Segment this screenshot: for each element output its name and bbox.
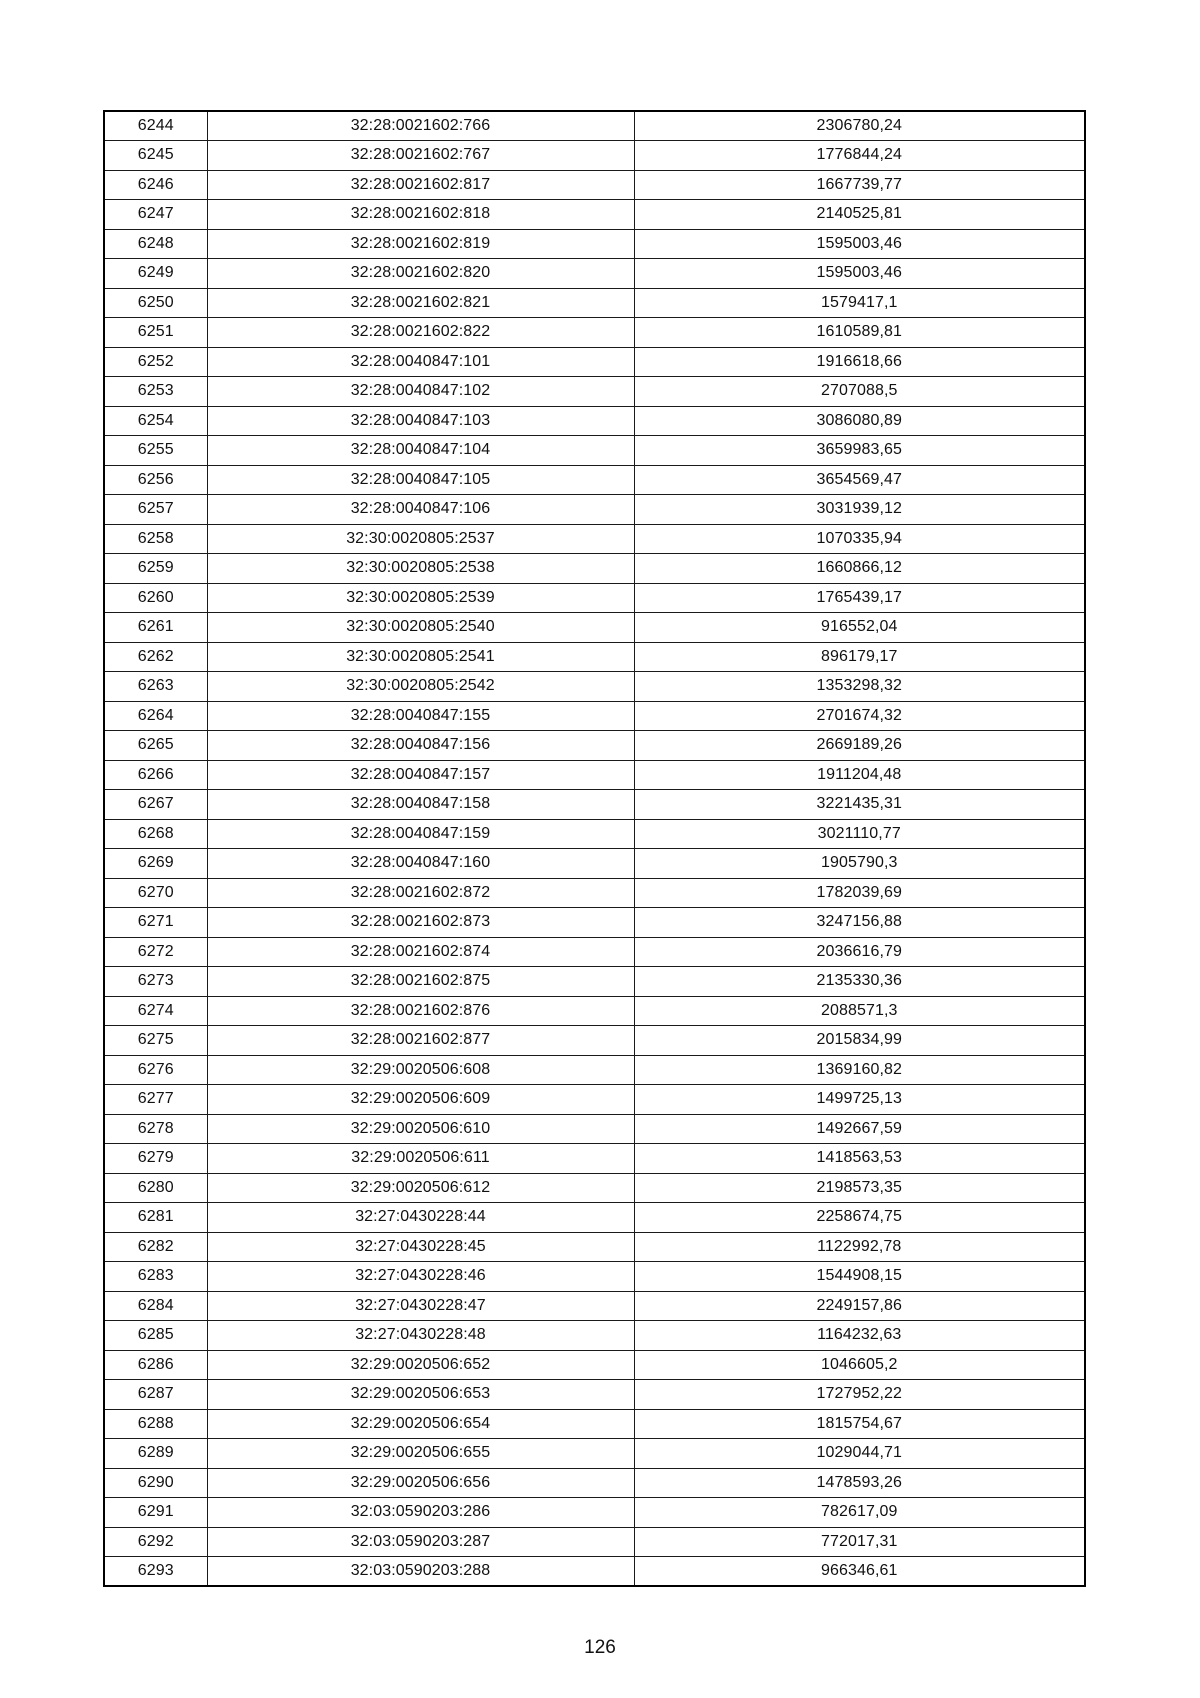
value-cell: 1353298,32 — [634, 672, 1085, 702]
page-number: 126 — [584, 1637, 616, 1658]
value-cell: 2669189,26 — [634, 731, 1085, 761]
cadastral-number-cell: 32:28:0040847:105 — [207, 465, 634, 495]
row-number-cell: 6274 — [104, 996, 207, 1026]
value-cell: 1782039,69 — [634, 878, 1085, 908]
value-cell: 1660866,12 — [634, 554, 1085, 584]
row-number-cell: 6266 — [104, 760, 207, 790]
row-number-cell: 6256 — [104, 465, 207, 495]
row-number-cell: 6272 — [104, 937, 207, 967]
table-row — [104, 465, 1085, 495]
cadastral-number-cell: 32:28:0021602:821 — [207, 288, 634, 318]
cadastral-number-cell: 32:28:0040847:102 — [207, 377, 634, 407]
table-row — [104, 1409, 1085, 1439]
cadastral-number-cell: 32:03:0590203:288 — [207, 1557, 634, 1587]
cadastral-number-cell: 32:28:0040847:106 — [207, 495, 634, 525]
table-row — [104, 229, 1085, 259]
table-row — [104, 1114, 1085, 1144]
value-cell: 1916618,66 — [634, 347, 1085, 377]
row-number-cell: 6265 — [104, 731, 207, 761]
row-number-cell: 6257 — [104, 495, 207, 525]
value-cell: 966346,61 — [634, 1557, 1085, 1587]
row-number-cell: 6263 — [104, 672, 207, 702]
value-cell: 1610589,81 — [634, 318, 1085, 348]
table-row — [104, 908, 1085, 938]
table-row — [104, 141, 1085, 171]
value-cell: 1911204,48 — [634, 760, 1085, 790]
value-cell: 3654569,47 — [634, 465, 1085, 495]
row-number-cell: 6255 — [104, 436, 207, 466]
table-row — [104, 613, 1085, 643]
row-number-cell: 6291 — [104, 1498, 207, 1528]
cadastral-number-cell: 32:28:0040847:156 — [207, 731, 634, 761]
row-number-cell: 6278 — [104, 1114, 207, 1144]
value-cell: 2258674,75 — [634, 1203, 1085, 1233]
cadastral-number-cell: 32:29:0020506:654 — [207, 1409, 634, 1439]
row-number-cell: 6267 — [104, 790, 207, 820]
row-number-cell: 6249 — [104, 259, 207, 289]
value-cell: 1499725,13 — [634, 1085, 1085, 1115]
row-number-cell: 6270 — [104, 878, 207, 908]
value-cell: 782617,09 — [634, 1498, 1085, 1528]
value-cell: 2249157,86 — [634, 1291, 1085, 1321]
value-cell: 2707088,5 — [634, 377, 1085, 407]
row-number-cell: 6261 — [104, 613, 207, 643]
value-cell: 3086080,89 — [634, 406, 1085, 436]
table-row — [104, 1439, 1085, 1469]
cadastral-number-cell: 32:28:0021602:819 — [207, 229, 634, 259]
table-row — [104, 1262, 1085, 1292]
table-row — [104, 731, 1085, 761]
value-cell: 3021110,77 — [634, 819, 1085, 849]
cadastral-number-cell: 32:28:0021602:817 — [207, 170, 634, 200]
table-row — [104, 554, 1085, 584]
row-number-cell: 6284 — [104, 1291, 207, 1321]
cadastral-number-cell: 32:28:0021602:873 — [207, 908, 634, 938]
row-number-cell: 6279 — [104, 1144, 207, 1174]
cadastral-number-cell: 32:28:0021602:822 — [207, 318, 634, 348]
row-number-cell: 6269 — [104, 849, 207, 879]
cadastral-number-cell: 32:28:0021602:818 — [207, 200, 634, 230]
value-cell: 1595003,46 — [634, 229, 1085, 259]
row-number-cell: 6259 — [104, 554, 207, 584]
table-row — [104, 1085, 1085, 1115]
cadastral-number-cell: 32:29:0020506:653 — [207, 1380, 634, 1410]
value-cell: 1046605,2 — [634, 1350, 1085, 1380]
table-row — [104, 819, 1085, 849]
row-number-cell: 6258 — [104, 524, 207, 554]
table-row — [104, 878, 1085, 908]
row-number-cell: 6287 — [104, 1380, 207, 1410]
row-number-cell: 6280 — [104, 1173, 207, 1203]
cadastral-number-cell: 32:28:0040847:101 — [207, 347, 634, 377]
value-cell: 1029044,71 — [634, 1439, 1085, 1469]
value-cell: 2306780,24 — [634, 111, 1085, 141]
table-row — [104, 1144, 1085, 1174]
value-cell: 2135330,36 — [634, 967, 1085, 997]
row-number-cell: 6275 — [104, 1026, 207, 1056]
table-row — [104, 1055, 1085, 1085]
row-number-cell: 6271 — [104, 908, 207, 938]
cadastral-number-cell: 32:03:0590203:286 — [207, 1498, 634, 1528]
cadastral-number-cell: 32:28:0040847:155 — [207, 701, 634, 731]
value-cell: 1579417,1 — [634, 288, 1085, 318]
table-row — [104, 259, 1085, 289]
cadastral-number-cell: 32:30:0020805:2541 — [207, 642, 634, 672]
value-cell: 1765439,17 — [634, 583, 1085, 613]
row-number-cell: 6292 — [104, 1527, 207, 1557]
table-row — [104, 495, 1085, 525]
table-row — [104, 1291, 1085, 1321]
row-number-cell: 6276 — [104, 1055, 207, 1085]
table-row — [104, 436, 1085, 466]
cadastral-number-cell: 32:30:0020805:2538 — [207, 554, 634, 584]
table-row — [104, 672, 1085, 702]
table-row — [104, 996, 1085, 1026]
value-cell: 2088571,3 — [634, 996, 1085, 1026]
cadastral-number-cell: 32:28:0040847:103 — [207, 406, 634, 436]
row-number-cell: 6273 — [104, 967, 207, 997]
cadastral-number-cell: 32:27:0430228:47 — [207, 1291, 634, 1321]
value-cell: 3221435,31 — [634, 790, 1085, 820]
cadastral-number-cell: 32:28:0040847:158 — [207, 790, 634, 820]
row-number-cell: 6244 — [104, 111, 207, 141]
cadastral-number-cell: 32:28:0040847:160 — [207, 849, 634, 879]
value-cell: 1492667,59 — [634, 1114, 1085, 1144]
table-row — [104, 318, 1085, 348]
cadastral-number-cell: 32:29:0020506:609 — [207, 1085, 634, 1115]
table-row — [104, 1321, 1085, 1351]
value-cell: 2140525,81 — [634, 200, 1085, 230]
cadastral-number-cell: 32:28:0040847:159 — [207, 819, 634, 849]
cadastral-number-cell: 32:29:0020506:611 — [207, 1144, 634, 1174]
table-row — [104, 288, 1085, 318]
value-cell: 1478593,26 — [634, 1468, 1085, 1498]
cadastral-number-cell: 32:28:0021602:820 — [207, 259, 634, 289]
table-row — [104, 1232, 1085, 1262]
row-number-cell: 6289 — [104, 1439, 207, 1469]
cadastral-number-cell: 32:27:0430228:46 — [207, 1262, 634, 1292]
cadastral-number-cell: 32:28:0040847:157 — [207, 760, 634, 790]
cadastral-number-cell: 32:28:0021602:877 — [207, 1026, 634, 1056]
value-cell: 2036616,79 — [634, 937, 1085, 967]
value-cell: 1905790,3 — [634, 849, 1085, 879]
value-cell: 1667739,77 — [634, 170, 1085, 200]
row-number-cell: 6260 — [104, 583, 207, 613]
table-row — [104, 701, 1085, 731]
cadastral-number-cell: 32:28:0021602:875 — [207, 967, 634, 997]
row-number-cell: 6268 — [104, 819, 207, 849]
row-number-cell: 6253 — [104, 377, 207, 407]
value-cell: 1815754,67 — [634, 1409, 1085, 1439]
cadastral-number-cell: 32:29:0020506:610 — [207, 1114, 634, 1144]
table-row — [104, 937, 1085, 967]
table-row — [104, 1380, 1085, 1410]
value-cell: 1544908,15 — [634, 1262, 1085, 1292]
cadastral-number-cell: 32:29:0020506:655 — [207, 1439, 634, 1469]
value-cell: 2015834,99 — [634, 1026, 1085, 1056]
cadastral-number-cell: 32:29:0020506:652 — [207, 1350, 634, 1380]
table-row — [104, 170, 1085, 200]
value-cell: 896179,17 — [634, 642, 1085, 672]
table-row — [104, 1350, 1085, 1380]
value-cell: 1164232,63 — [634, 1321, 1085, 1351]
row-number-cell: 6290 — [104, 1468, 207, 1498]
cadastral-number-cell: 32:30:0020805:2537 — [207, 524, 634, 554]
table-row — [104, 1468, 1085, 1498]
cadastral-number-cell: 32:30:0020805:2540 — [207, 613, 634, 643]
table-row — [104, 200, 1085, 230]
cadastral-number-cell: 32:30:0020805:2542 — [207, 672, 634, 702]
cadastral-number-cell: 32:03:0590203:287 — [207, 1527, 634, 1557]
table-row — [104, 1026, 1085, 1056]
table-row — [104, 1203, 1085, 1233]
table-body — [104, 111, 1085, 1586]
value-cell: 3031939,12 — [634, 495, 1085, 525]
row-number-cell: 6245 — [104, 141, 207, 171]
row-number-cell: 6288 — [104, 1409, 207, 1439]
table-row — [104, 524, 1085, 554]
row-number-cell: 6285 — [104, 1321, 207, 1351]
row-number-cell: 6250 — [104, 288, 207, 318]
cadastral-number-cell: 32:27:0430228:45 — [207, 1232, 634, 1262]
value-cell: 772017,31 — [634, 1527, 1085, 1557]
row-number-cell: 6246 — [104, 170, 207, 200]
row-number-cell: 6283 — [104, 1262, 207, 1292]
table-row — [104, 642, 1085, 672]
value-cell: 3659983,65 — [634, 436, 1085, 466]
table-row — [104, 347, 1085, 377]
cadastral-number-cell: 32:27:0430228:48 — [207, 1321, 634, 1351]
table-row — [104, 583, 1085, 613]
cadastral-number-cell: 32:28:0021602:876 — [207, 996, 634, 1026]
row-number-cell: 6262 — [104, 642, 207, 672]
cadastral-number-cell: 32:30:0020805:2539 — [207, 583, 634, 613]
table-row — [104, 1557, 1085, 1587]
cadastral-number-cell: 32:29:0020506:608 — [207, 1055, 634, 1085]
cadastral-number-cell: 32:27:0430228:44 — [207, 1203, 634, 1233]
value-cell: 3247156,88 — [634, 908, 1085, 938]
value-cell: 1727952,22 — [634, 1380, 1085, 1410]
cadastral-number-cell: 32:28:0021602:872 — [207, 878, 634, 908]
table-row — [104, 111, 1085, 141]
value-cell: 1776844,24 — [634, 141, 1085, 171]
table-row — [104, 1527, 1085, 1557]
row-number-cell: 6252 — [104, 347, 207, 377]
cadastral-number-cell: 32:29:0020506:656 — [207, 1468, 634, 1498]
row-number-cell: 6293 — [104, 1557, 207, 1587]
value-cell: 1369160,82 — [634, 1055, 1085, 1085]
table-row — [104, 377, 1085, 407]
cadastral-number-cell: 32:28:0040847:104 — [207, 436, 634, 466]
value-cell: 916552,04 — [634, 613, 1085, 643]
table-row — [104, 406, 1085, 436]
cadastral-number-cell: 32:28:0021602:766 — [207, 111, 634, 141]
row-number-cell: 6281 — [104, 1203, 207, 1233]
cadastral-number-cell: 32:28:0021602:874 — [207, 937, 634, 967]
row-number-cell: 6286 — [104, 1350, 207, 1380]
row-number-cell: 6247 — [104, 200, 207, 230]
value-cell: 1595003,46 — [634, 259, 1085, 289]
table-row — [104, 849, 1085, 879]
row-number-cell: 6248 — [104, 229, 207, 259]
cadastral-number-cell: 32:28:0021602:767 — [207, 141, 634, 171]
table-row — [104, 1498, 1085, 1528]
row-number-cell: 6264 — [104, 701, 207, 731]
table-row — [104, 760, 1085, 790]
value-cell: 2198573,35 — [634, 1173, 1085, 1203]
row-number-cell: 6251 — [104, 318, 207, 348]
row-number-cell: 6254 — [104, 406, 207, 436]
table-row — [104, 967, 1085, 997]
table-row — [104, 790, 1085, 820]
value-cell: 1122992,78 — [634, 1232, 1085, 1262]
table-row — [104, 1173, 1085, 1203]
row-number-cell: 6277 — [104, 1085, 207, 1115]
data-table — [103, 110, 1086, 1587]
cadastral-number-cell: 32:29:0020506:612 — [207, 1173, 634, 1203]
value-cell: 1418563,53 — [634, 1144, 1085, 1174]
value-cell: 1070335,94 — [634, 524, 1085, 554]
row-number-cell: 6282 — [104, 1232, 207, 1262]
value-cell: 2701674,32 — [634, 701, 1085, 731]
